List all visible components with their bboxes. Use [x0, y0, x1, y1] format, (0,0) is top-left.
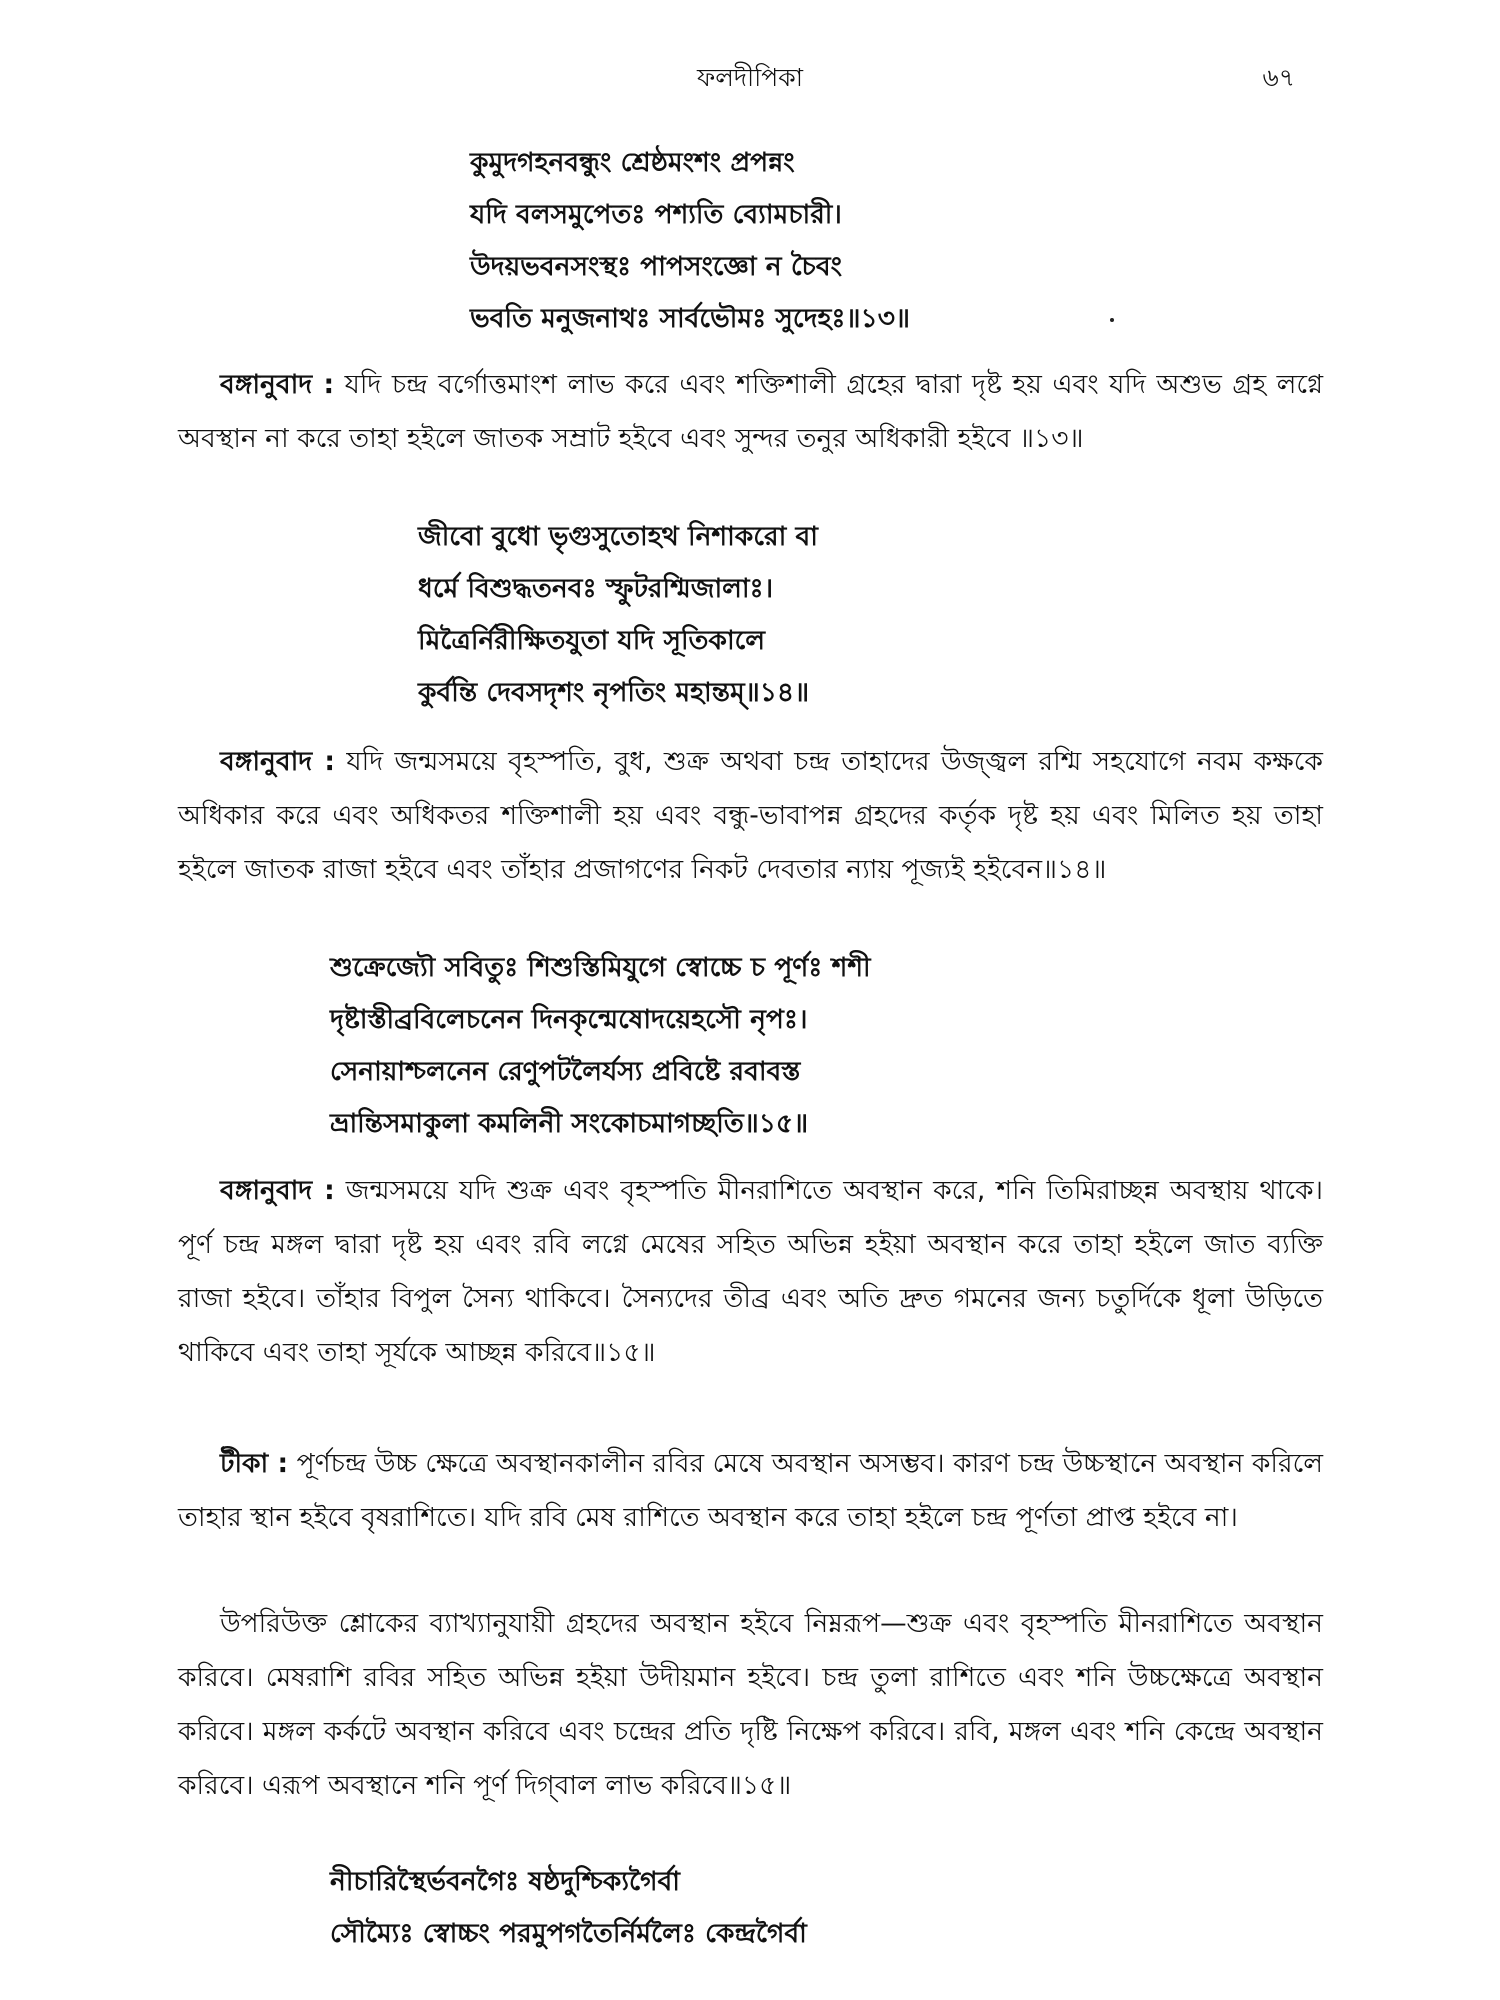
verse-line: শুক্রেজ্যৌ সবিতুঃ শিশুস্তিমিযুগে স্বোচ্চে চ পূর্ণঃ শশী — [330, 952, 871, 983]
verse-16 — [330, 1862, 807, 1966]
verse-15 — [330, 948, 871, 1156]
verse-line: উদয়ভবনসংস্থঃ পাপসংজ্ঞো ন চৈবং — [470, 251, 843, 282]
verse-line: যদি বলসমুপেতঃ পশ্যতি ব্যোমচারী। — [470, 199, 842, 230]
verse-line: মিত্রৈর্নিরীক্ষিতযুতা যদি সূতিকালে — [418, 625, 766, 656]
verse-line: নীচারিস্থৈর্ভবনগৈঃ ষষ্ঠদুশ্চিক্যগৈর্বা — [330, 1866, 680, 1897]
tika-commentary — [178, 1437, 1323, 1545]
translation-label: বঙ্গানুবাদ : — [220, 746, 335, 777]
verse-line: কুমুদগহনবন্ধুং শ্রেষ্ঠমংশং প্রপন্নং — [470, 147, 795, 178]
tika-text: পূর্ণচন্দ্র উচ্চ ক্ষেত্রে অবস্থানকালীন রবির মেষে অবস্থান অসম্ভব। কারণ চন্দ্র উচ্চস্থানে অবস্থান করিলে তাহার স্থান হইবে বৃষরাশিতে। যদি রবি মেষ রাশিতে অবস্থান করে তাহা হইলে চন্দ্র পূর্ণতা প্রাপ্ত হইবে না। — [178, 1448, 1323, 1533]
page-number: ৬৭ — [1262, 63, 1295, 92]
verse-line: সেনায়াশ্চলনেন রেণুপটলৈর্যস্য প্রবিষ্টে রবাবস্ত — [330, 1056, 801, 1087]
explanation-paragraph — [178, 1597, 1323, 1813]
verse-line: সৌম্যৈঃ স্বোচ্চং পরমুপগতৈর্নির্মলৈঃ কেন্দ্রগৈর্বা — [330, 1918, 807, 1949]
verse-line: দৃষ্টাস্তীব্রবিলেচনেন দিনকৃন্মেষোদয়েহসৌ নৃপঃ। — [330, 1004, 808, 1035]
translation-text: যদি জন্মসময়ে বৃহস্পতি, বুধ, শুক্র অথবা চন্দ্র তাহাদের উজ্জ্বল রশ্মি সহযোগে নবম কক্ষকে অধিকার করে এবং অধিকতর শক্তিশালী হয় এবং বন্ধু-ভাবাপন্ন গ্রহদের কর্তৃক দৃষ্ট হয় এবং মিলিত হয় তাহা হইলে জাতক রাজা হইবে এবং তাঁহার প্রজাগণের নিকট দেবতার ন্যায় পূজ্যই হইবেন॥১৪॥ — [178, 746, 1323, 885]
translation-14 — [178, 735, 1323, 897]
verse-line: কুর্বন্তি দেবসদৃশং নৃপতিং মহান্তম্॥১৪॥ — [418, 677, 810, 708]
verse-14 — [418, 517, 818, 725]
verse-13 — [470, 143, 910, 351]
verse-line: ভবতি মনুজনাথঃ সার্বভৌমঃ সুদেহঃ॥১৩॥ — [470, 303, 910, 334]
verse-line: ধর্মে বিশুদ্ধতনবঃ স্ফুটরশ্মিজালাঃ। — [418, 573, 774, 604]
translation-text: যদি চন্দ্র বর্গোত্তমাংশ লাভ করে এবং শক্তিশালী গ্রহের দ্বারা দৃষ্ট হয় এবং যদি অশুভ গ্রহ লগ্নে অবস্থান না করে তাহা হইলে জাতক সম্রাট হইবে এবং সুন্দর তনুর অধিকারী হইবে ॥১৩॥ — [178, 369, 1323, 454]
running-header-title: ফলদীপিকা — [696, 63, 804, 92]
tika-label: টীকা : — [220, 1448, 289, 1479]
stray-mark — [1110, 318, 1114, 322]
verse-line: ভ্রান্তিসমাকুলা কমলিনী সংকোচমাগচ্ছতি॥১৫॥ — [330, 1108, 809, 1139]
translation-15 — [178, 1164, 1323, 1380]
translation-13 — [178, 358, 1323, 466]
translation-text: জন্মসময়ে যদি শুক্র এবং বৃহস্পতি মীনরাশিতে অবস্থান করে, শনি তিমিরাচ্ছন্ন অবস্থায় থাকে। পূর্ণ চন্দ্র মঙ্গল দ্বারা দৃষ্ট হয় এবং রবি লগ্নে মেষের সহিত অভিন্ন হইয়া অবস্থান করে তাহা হইলে জাত ব্যক্তি রাজা হইবে। তাঁহার বিপুল সৈন্য থাকিবে। সৈন্যদের তীব্র এবং অতি দ্রুত গমনের জন্য চতুর্দিকে ধূলা উড়িতে থাকিবে এবং তাহা সূর্যকে আচ্ছন্ন করিবে॥১৫॥ — [178, 1175, 1323, 1368]
explanation-text: উপরিউক্ত শ্লোকের ব্যাখ্যানুযায়ী গ্রহদের অবস্থান হইবে নিম্নরূপ—শুক্র এবং বৃহস্পতি মীনরাশিতে অবস্থান করিবে। মেষরাশি রবির সহিত অভিন্ন হইয়া উদীয়মান হইবে। চন্দ্র তুলা রাশিতে এবং শনি উচ্চক্ষেত্রে অবস্থান করিবে। মঙ্গল কর্কটে অবস্থান করিবে এবং চন্দ্রের প্রতি দৃষ্টি নিক্ষেপ করিবে। রবি, মঙ্গল এবং শনি কেন্দ্রে অবস্থান করিবে। এরূপ অবস্থানে শনি পূর্ণ দিগ্‌বাল লাভ করিবে॥১৫॥ — [178, 1608, 1323, 1801]
verse-line: জীবো বুধো ভৃগুসুতোহথ নিশাকরো বা — [418, 521, 818, 552]
translation-label: বঙ্গানুবাদ : — [220, 1175, 335, 1206]
translation-label: বঙ্গানুবাদ : — [220, 369, 335, 400]
